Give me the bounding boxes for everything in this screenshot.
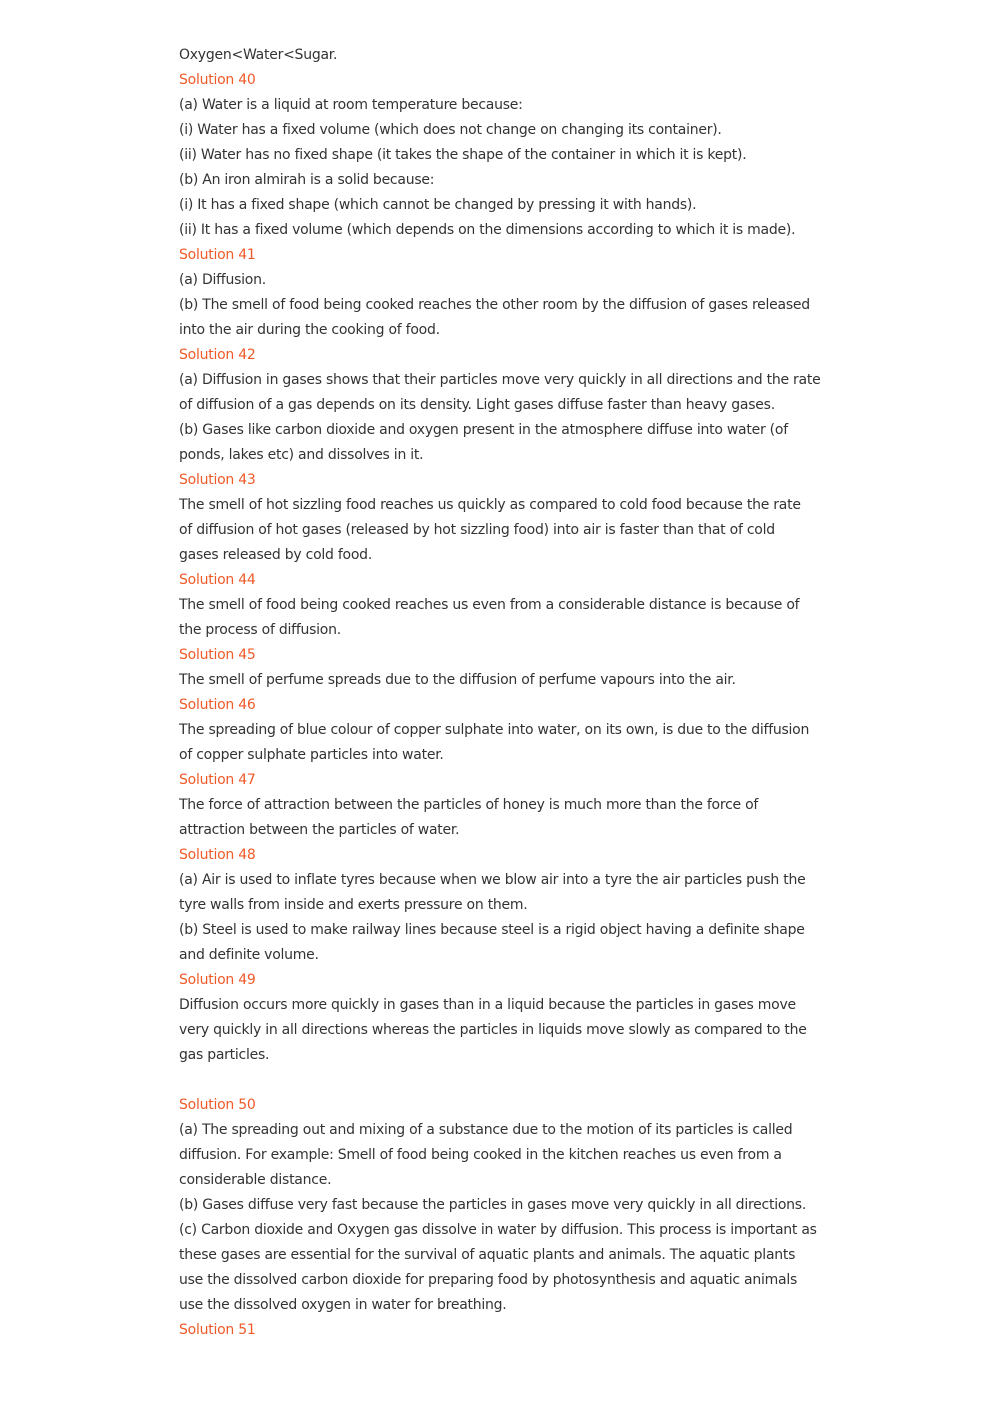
- solution-text-line: The spreading of blue colour of copper sulphate into water, on its own, is due to the diffusion: [179, 722, 810, 738]
- solution-text-line: (ii) It has a fixed volume (which depends on the dimensions according to which it is made).: [179, 222, 796, 238]
- solution-block: [179, 768, 819, 843]
- solution-heading: Solution 42: [179, 347, 256, 363]
- solution-text-line: (a) Diffusion in gases shows that their particles move very quickly in all directions and the rate: [179, 372, 821, 388]
- solution-text-line: (b) Steel is used to make railway lines because steel is a rigid object having a definite shape: [179, 922, 805, 938]
- solution-heading: Solution 46: [179, 697, 256, 713]
- solution-heading: Solution 49: [179, 972, 256, 988]
- solution-text-line: use the dissolved carbon dioxide for preparing food by photosynthesis and aquatic animals: [179, 1272, 798, 1288]
- paragraph-gap: [179, 1068, 819, 1093]
- solution-text-line: tyre walls from inside and exerts pressure on them.: [179, 897, 528, 913]
- solution-text-line: gases released by cold food.: [179, 547, 373, 563]
- solution-heading: Solution 51: [179, 1322, 256, 1338]
- solutions-list: [179, 68, 819, 1343]
- solution-text-line: gas particles.: [179, 1047, 270, 1063]
- solution-block: [179, 243, 819, 343]
- solution-text-line: ponds, lakes etc) and dissolves in it.: [179, 447, 424, 463]
- solution-text-line: (a) Air is used to inflate tyres because when we blow air into a tyre the air particles push the: [179, 872, 806, 888]
- solution-text-line: considerable distance.: [179, 1172, 332, 1188]
- solution-heading: Solution 41: [179, 247, 256, 263]
- solution-text-line: (i) Water has a fixed volume (which does not change on changing its container).: [179, 122, 722, 138]
- solution-block: [179, 1318, 819, 1343]
- solution-text-line: (a) Water is a liquid at room temperature because:: [179, 97, 523, 113]
- solution-heading: Solution 40: [179, 72, 256, 88]
- solution-text-line: Diffusion occurs more quickly in gases than in a liquid because the particles in gases move: [179, 997, 796, 1013]
- solution-text-line: (b) An iron almirah is a solid because:: [179, 172, 435, 188]
- solution-text-line: into the air during the cooking of food.: [179, 322, 440, 338]
- solution-heading: Solution 50: [179, 1097, 256, 1113]
- solution-block: [179, 568, 819, 643]
- solution-text-line: The smell of food being cooked reaches us even from a considerable distance is because of: [179, 597, 800, 613]
- solution-block: [179, 468, 819, 568]
- solution-text-line: (a) Diffusion.: [179, 272, 266, 288]
- solution-block: [179, 68, 819, 243]
- solution-text-line: The smell of hot sizzling food reaches us quickly as compared to cold food because the rate: [179, 497, 801, 513]
- solution-text-line: The smell of perfume spreads due to the diffusion of perfume vapours into the air.: [179, 672, 736, 688]
- solution-text-line: (b) Gases like carbon dioxide and oxygen present in the atmosphere diffuse into water (of: [179, 422, 788, 438]
- solution-heading: Solution 45: [179, 647, 256, 663]
- solution-block: [179, 693, 819, 768]
- solution-text-line: of copper sulphate particles into water.: [179, 747, 444, 763]
- solution-block: [179, 643, 819, 693]
- solution-text-line: of diffusion of a gas depends on its density. Light gases diffuse faster than heavy gases.: [179, 397, 775, 413]
- intro-line: Oxygen<Water<Sugar.: [179, 47, 338, 63]
- solution-block: [179, 843, 819, 968]
- solution-text-line: (a) The spreading out and mixing of a substance due to the motion of its particles is called: [179, 1122, 793, 1138]
- solution-block: [179, 343, 819, 468]
- solution-text-line: of diffusion of hot gases (released by hot sizzling food) into air is faster than that of cold: [179, 522, 775, 538]
- solution-heading: Solution 48: [179, 847, 256, 863]
- solution-text-line: and definite volume.: [179, 947, 319, 963]
- solution-heading: Solution 44: [179, 572, 256, 588]
- solution-text-line: (i) It has a fixed shape (which cannot be changed by pressing it with hands).: [179, 197, 697, 213]
- solution-block: [179, 1093, 819, 1318]
- solution-text-line: The force of attraction between the particles of honey is much more than the force of: [179, 797, 759, 813]
- solution-text-line: (b) The smell of food being cooked reaches the other room by the diffusion of gases released: [179, 297, 810, 313]
- solution-heading: Solution 47: [179, 772, 256, 788]
- solution-heading: Solution 43: [179, 472, 256, 488]
- solution-text-line: diffusion. For example: Smell of food being cooked in the kitchen reaches us even from a: [179, 1147, 782, 1163]
- solution-text-line: use the dissolved oxygen in water for breathing.: [179, 1297, 507, 1313]
- solution-text-line: very quickly in all directions whereas the particles in liquids move slowly as compared to the: [179, 1022, 807, 1038]
- solution-text-line: (b) Gases diffuse very fast because the particles in gases move very quickly in all directions.: [179, 1197, 807, 1213]
- solution-text-line: (c) Carbon dioxide and Oxygen gas dissolve in water by diffusion. This process is important as: [179, 1222, 817, 1238]
- solution-text-line: attraction between the particles of water.: [179, 822, 460, 838]
- solution-text-line: the process of diffusion.: [179, 622, 341, 638]
- solution-block: [179, 968, 819, 1093]
- document-page: [179, 43, 819, 1343]
- solution-text-line: these gases are essential for the survival of aquatic plants and animals. The aquatic plants: [179, 1247, 796, 1263]
- solution-text-line: (ii) Water has no fixed shape (it takes the shape of the container in which it is kept).: [179, 147, 747, 163]
